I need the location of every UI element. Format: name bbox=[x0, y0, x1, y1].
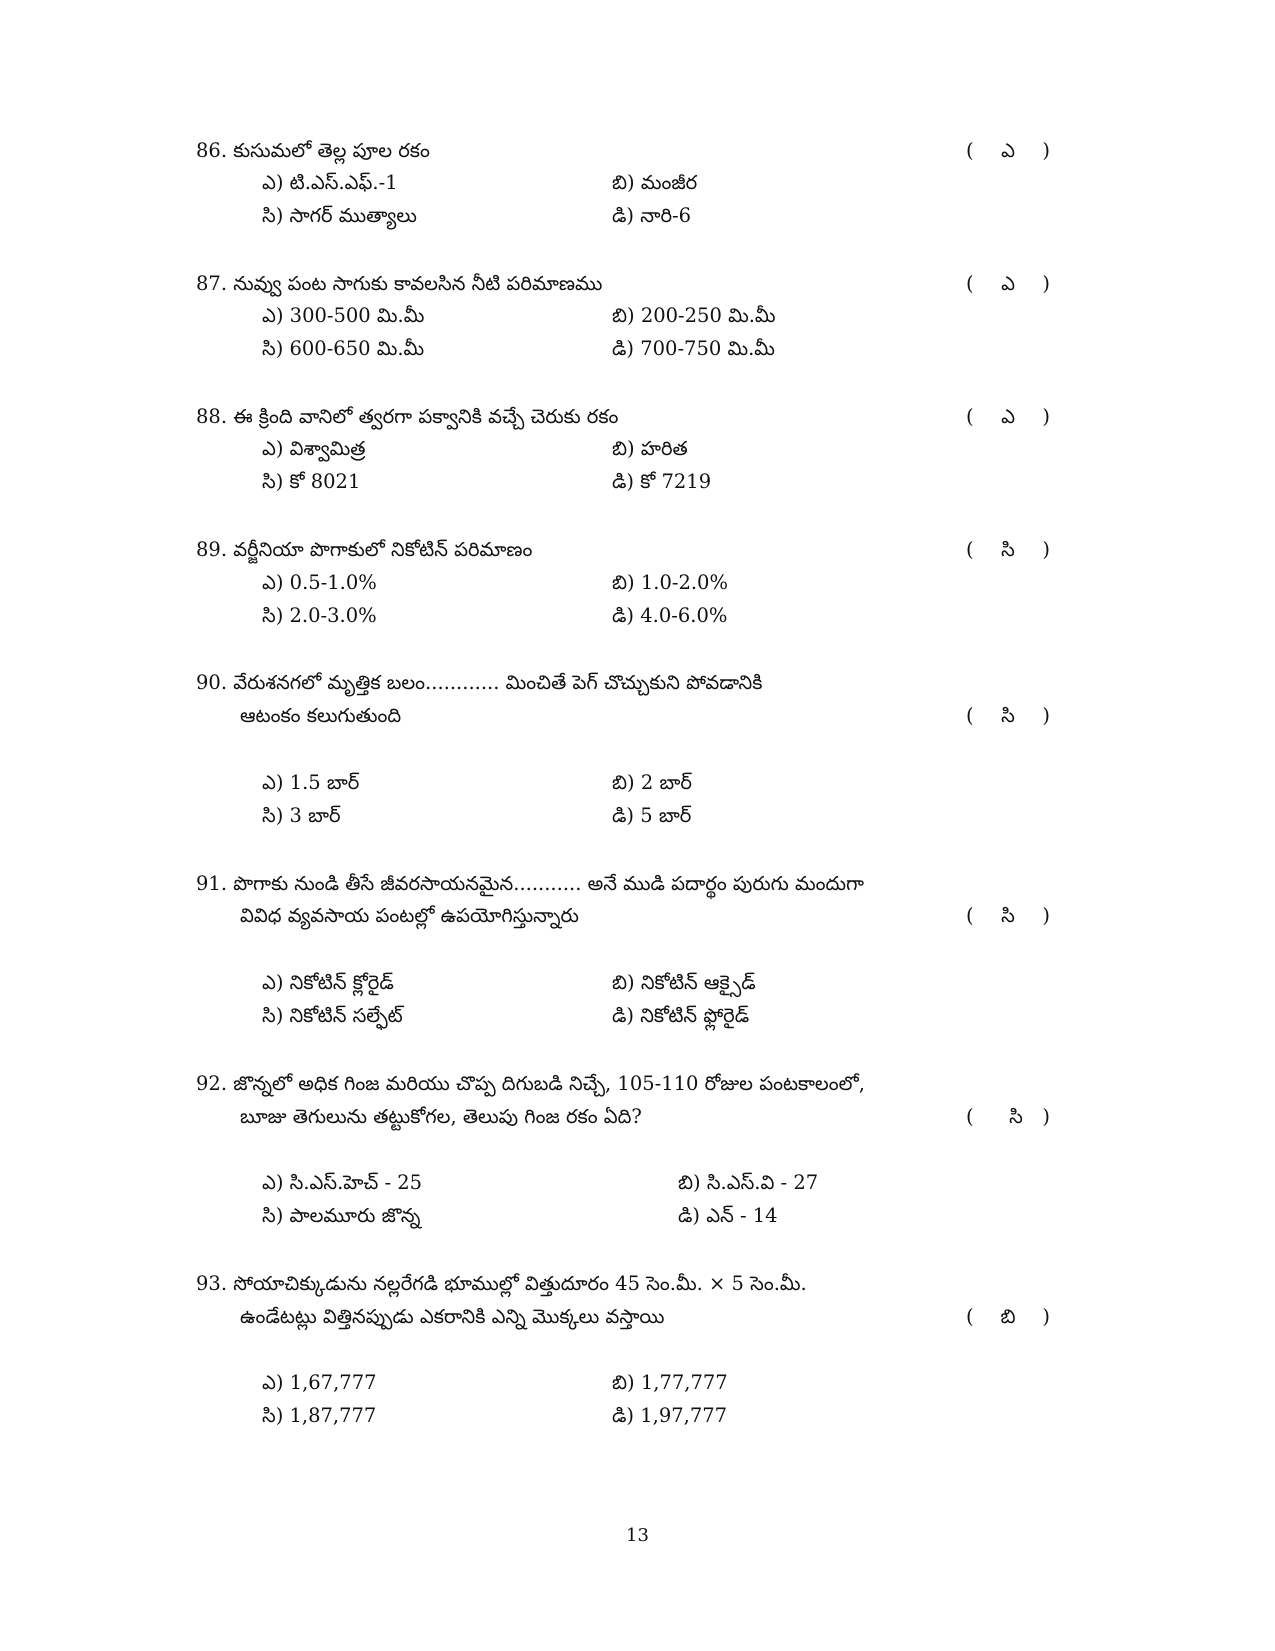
option-a: ఎ) 1.5 బార్ bbox=[262, 771, 360, 794]
option-d: డి) 4.0-6.0% bbox=[612, 604, 728, 627]
answer-letter: ఎ bbox=[1001, 272, 1015, 295]
option-d: డి) 5 బార్ bbox=[612, 804, 692, 827]
question-stem-continued: ఉండేటట్లు విత్తినప్పుడు ఎకరానికి ఎన్ని మొక్కలు వస్తాయి bbox=[240, 1305, 665, 1328]
option-b: బి) 1.0-2.0% bbox=[612, 571, 728, 594]
question-stem: 88. ఈ క్రింది వానిలో త్వరగా పక్వానికి వచ్చే చెరుకు రకం bbox=[196, 405, 619, 428]
answer-letter: బి bbox=[1000, 1305, 1016, 1328]
option-d: డి) కో 7219 bbox=[612, 470, 712, 493]
option-c: సి) 600-650 మి.మీ bbox=[262, 337, 425, 360]
answer-box: ( ఎ ) bbox=[966, 272, 1050, 295]
option-b: బి) 1,77,777 bbox=[612, 1371, 728, 1394]
option-a: ఎ) విశ్వామిత్ర bbox=[262, 437, 366, 460]
answer-letter: ఎ bbox=[1001, 405, 1015, 428]
question-stem: 86. కుసుమలో తెల్ల పూల రకం bbox=[196, 139, 430, 162]
question-stem-continued: బూజు తెగులును తట్టుకోగల, తెలుపు గింజ రకం ఏది? bbox=[240, 1105, 642, 1128]
option-c: సి) సాగర్ ముత్యాలు bbox=[262, 204, 417, 227]
option-a: ఎ) సి.ఎస్.హెచ్ - 25 bbox=[262, 1171, 423, 1194]
question-stem-continued: ఆటంకం కలుగుతుంది bbox=[240, 704, 402, 727]
option-b: బి) నికోటిన్ ఆక్సైడ్ bbox=[612, 971, 756, 994]
option-a: ఎ) 300-500 మి.మీ bbox=[262, 304, 425, 327]
answer-letter: సి bbox=[1001, 704, 1015, 727]
question-stem: 92. జొన్నలో అధిక గింజ మరియు చొప్ప దిగుబడి నిచ్చే, 105-110 రోజుల పంటకాలంలో, bbox=[196, 1072, 865, 1095]
answer-box: ( సి ) bbox=[966, 904, 1050, 927]
option-b: బి) మంజీర bbox=[612, 171, 698, 194]
question-stem: 87. నువ్వు పంట సాగుకు కావలసిన నీటి పరిమాణము bbox=[196, 272, 603, 295]
question-stem: 93. సోయాచిక్కుడును నల్లరేగడి భూముల్లో విత్తుదూరం 45 సెం.మీ. × 5 సెం.మీ. bbox=[196, 1272, 807, 1295]
option-c: సి) 2.0-3.0% bbox=[262, 604, 377, 627]
answer-box: ( ఎ ) bbox=[966, 405, 1050, 428]
answer-box: ( సి ) bbox=[966, 538, 1050, 561]
option-a: ఎ) టి.ఎస్.ఎఫ్.-1 bbox=[262, 171, 398, 194]
option-b: బి) 200-250 మి.మీ bbox=[612, 304, 776, 327]
question-stem: 89. వర్జీనియా పొగాకులో నికోటిన్ పరిమాణం bbox=[196, 538, 533, 561]
option-c: సి) నికోటిన్ సల్ఫేట్ bbox=[262, 1004, 403, 1027]
answer-letter: సి bbox=[1001, 904, 1015, 927]
option-b: బి) సి.ఎస్.వి - 27 bbox=[678, 1171, 819, 1194]
answer-box: ( బి ) bbox=[966, 1305, 1050, 1328]
option-c: సి) 3 బార్ bbox=[262, 804, 341, 827]
question-stem-continued: వివిధ వ్యవసాయ పంటల్లో ఉపయోగిస్తున్నారు bbox=[240, 904, 579, 927]
answer-box: ( సి ) bbox=[966, 1105, 1050, 1128]
option-b: బి) 2 బార్ bbox=[612, 771, 692, 794]
answer-letter: సి bbox=[1009, 1105, 1023, 1128]
option-d: డి) నారి-6 bbox=[612, 204, 692, 227]
option-a: ఎ) నికోటిన్ క్లోరైడ్ bbox=[262, 971, 394, 994]
answer-letter: సి bbox=[1001, 538, 1015, 561]
option-c: సి) పాలమూరు జొన్న bbox=[262, 1204, 421, 1227]
option-d: డి) 700-750 మి.మీ bbox=[612, 337, 775, 360]
option-d: డి) 1,97,777 bbox=[612, 1404, 728, 1427]
option-c: సి) కో 8021 bbox=[262, 470, 361, 493]
option-d: డి) ఎన్ - 14 bbox=[678, 1204, 778, 1227]
option-a: ఎ) 1,67,777 bbox=[262, 1371, 377, 1394]
question-stem: 91. పొగాకు నుండి తీసే జీవరసాయనమైన........... అనే ముడి పదార్థం పురుగు మందుగా bbox=[196, 872, 864, 895]
answer-box: ( ఎ ) bbox=[966, 139, 1050, 162]
option-c: సి) 1,87,777 bbox=[262, 1404, 377, 1427]
page-number: 13 bbox=[626, 1525, 649, 1546]
option-b: బి) హరిత bbox=[612, 437, 688, 460]
question-stem: 90. వేరుశనగలో మృత్తిక బలం............ మించితే పెగ్ చొచ్చుకుని పోవడానికి bbox=[196, 671, 763, 694]
option-a: ఎ) 0.5-1.0% bbox=[262, 571, 377, 594]
answer-box: ( సి ) bbox=[966, 704, 1050, 727]
answer-letter: ఎ bbox=[1001, 139, 1015, 162]
option-d: డి) నికోటిన్ ఫ్లోరైడ్ bbox=[612, 1004, 750, 1027]
